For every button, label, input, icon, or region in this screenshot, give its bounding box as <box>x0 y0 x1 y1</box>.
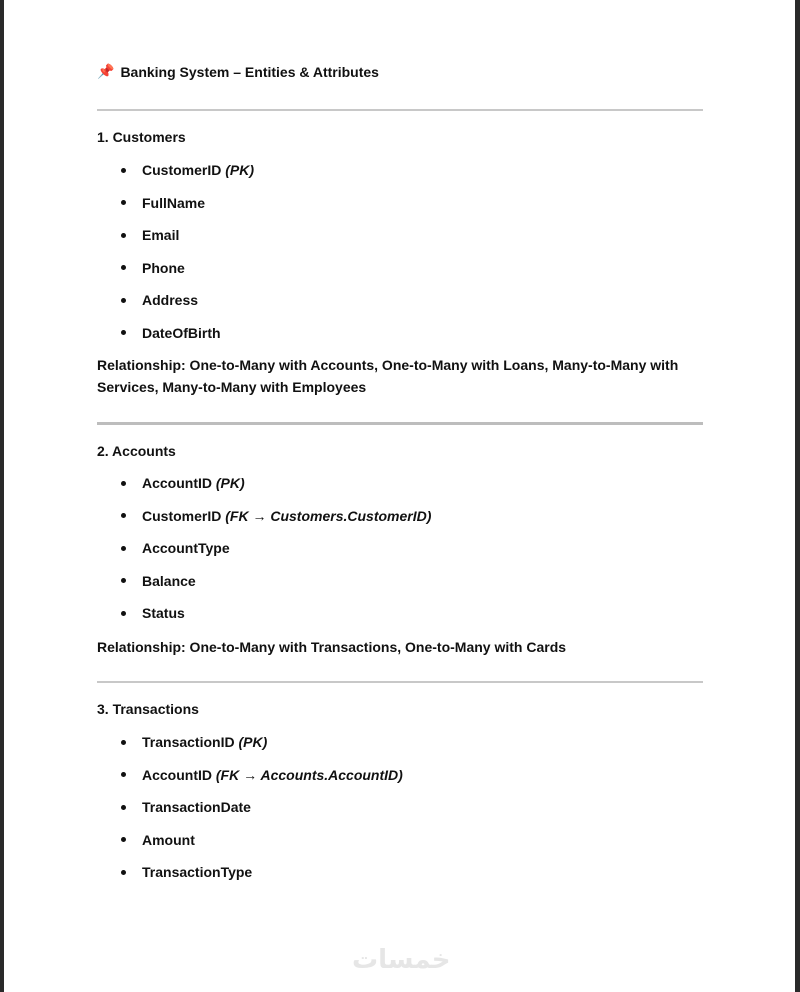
list-item <box>119 734 267 750</box>
attribute-name: TransactionDate <box>142 799 251 815</box>
attribute-name: FullName <box>142 194 206 211</box>
bullet-icon <box>121 772 126 777</box>
watermark: خمسات <box>352 945 451 975</box>
section-heading: 3. Transactions <box>97 701 199 717</box>
attribute-name: CustomerID <box>142 507 222 524</box>
list-item <box>119 325 221 341</box>
list-item <box>119 864 252 880</box>
list-item <box>119 605 185 621</box>
document-title <box>97 63 379 80</box>
attribute-name: Address <box>142 292 199 308</box>
bullet-icon <box>121 740 126 745</box>
list-item <box>119 292 198 308</box>
bullet-icon <box>121 805 126 810</box>
attribute-name: AccountID <box>142 475 212 491</box>
attribute-note: (FK → Customers.CustomerID) <box>225 507 432 524</box>
attribute-name: CustomerID <box>142 162 222 178</box>
bullet-icon <box>121 513 126 518</box>
attribute-name: Phone <box>142 259 185 276</box>
list-item <box>119 195 205 211</box>
attribute-name: Balance <box>142 572 196 589</box>
divider <box>97 422 703 425</box>
list-item <box>119 799 251 815</box>
bullet-icon <box>121 870 126 875</box>
bullet-icon <box>121 837 126 842</box>
divider <box>97 681 703 683</box>
attribute-note: (PK) <box>225 162 255 178</box>
bullet-icon <box>121 200 126 205</box>
bullet-icon <box>121 330 126 335</box>
bullet-icon <box>121 233 126 238</box>
list-item <box>119 162 254 178</box>
bullet-icon <box>121 265 126 270</box>
attribute-name: TransactionType <box>142 864 253 880</box>
attribute-note: (PK) <box>238 734 268 750</box>
divider <box>97 109 703 111</box>
list-item <box>119 832 195 848</box>
bullet-icon <box>121 546 126 551</box>
section-heading: 2. Accounts <box>97 443 176 459</box>
viewer-left-border <box>0 0 4 992</box>
list-item <box>119 767 403 783</box>
attribute-name: TransactionID <box>142 734 235 750</box>
bullet-icon <box>121 168 126 173</box>
attribute-name: Amount <box>142 831 195 848</box>
list-item <box>119 540 230 556</box>
bullet-icon <box>121 481 126 486</box>
section-heading: 1. Customers <box>97 129 186 145</box>
attribute-name: Status <box>142 605 185 621</box>
attribute-note: (FK → Accounts.AccountID) <box>215 766 403 783</box>
relationship-text: Relationship: One-to-Many with Accounts, One-to-Many with Loans, Many-to-Many with Services, Many-to-Many with Employees <box>97 357 679 395</box>
bullet-icon <box>121 611 126 616</box>
attribute-name: AccountType <box>142 540 230 556</box>
list-item <box>119 475 245 491</box>
viewer-right-border <box>795 0 800 992</box>
bullet-icon <box>121 298 126 303</box>
list-item <box>119 573 196 589</box>
list-item <box>119 508 431 524</box>
title-text: Banking System – Entities & Attributes <box>120 63 379 80</box>
attribute-name: DateOfBirth <box>142 324 221 341</box>
pushpin-icon: 📌 <box>97 63 115 79</box>
attribute-name: AccountID <box>142 766 212 783</box>
list-item <box>119 227 179 243</box>
bullet-icon <box>121 578 126 583</box>
list-item <box>119 260 185 276</box>
attribute-name: Email <box>142 227 180 243</box>
relationship-text: Relationship: One-to-Many with Transactions, One-to-Many with Cards <box>97 639 567 655</box>
attribute-note: (PK) <box>215 475 245 491</box>
